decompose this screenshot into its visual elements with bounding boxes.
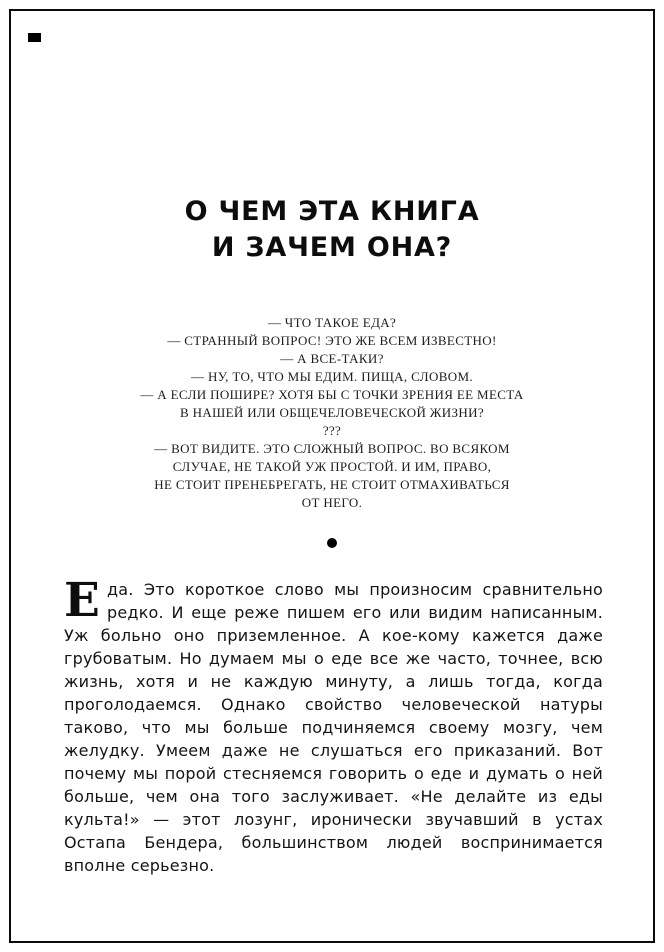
epigraph-line: — НУ, ТО, ЧТО МЫ ЕДИМ. ПИЩА, СЛОВОМ. bbox=[191, 369, 473, 384]
body-paragraph bbox=[64, 573, 603, 877]
epigraph-dialogue bbox=[85, 314, 579, 512]
chapter-title-line-1: О ЧЕМ ЭТА КНИГА bbox=[184, 196, 480, 227]
epigraph-line: В НАШЕЙ ИЛИ ОБЩЕЧЕЛОВЕЧЕСКОЙ ЖИЗНИ? bbox=[180, 405, 484, 420]
body-paragraph-text: да. Это короткое слово мы произносим сравнительно редко. И еще реже пишем его или видим написанным. Уж больно оно приземленное. А кое-кому кажется даже грубоватым. Но думаем мы о еде все же часто, точнее, всю жизнь, хотя и не каждую минуту, а лишь тогда, когда проголодаемся. Однако свойство человеческой натуры таково, что мы больше подчиняемся своему мозгу, чем желудку. Умеем даже не слушаться его приказаний. Вот почему мы порой стесняемся говорить о еде и думать о ней больше, чем она того заслуживает. «Не делайте из еды культа!» — этот лозунг, иронически звучавший в устах Остапа Бендера, большинством людей воспринимается вполне серьезно. bbox=[64, 580, 603, 875]
corner-mark-icon bbox=[28, 33, 41, 42]
epigraph-line: — А ЕСЛИ ПОШИРЕ? ХОТЯ БЫ С ТОЧКИ ЗРЕНИЯ ЕЕ МЕСТА bbox=[140, 387, 524, 402]
epigraph-line: СЛУЧАЕ, НЕ ТАКОЙ УЖ ПРОСТОЙ. И ИМ, ПРАВО, bbox=[172, 459, 492, 474]
epigraph-line: — ВОТ ВИДИТЕ. ЭТО СЛОЖНЫЙ ВОПРОС. ВО ВСЯКОМ bbox=[154, 441, 510, 456]
epigraph-line: НЕ СТОИТ ПРЕНЕБРЕГАТЬ, НЕ СТОИТ ОТМАХИВАТЬСЯ bbox=[154, 477, 510, 492]
chapter-title-line-2: И ЗАЧЕМ ОНА? bbox=[211, 232, 453, 263]
epigraph-line: — СТРАННЫЙ ВОПРОС! ЭТО ЖЕ ВСЕМ ИЗВЕСТНО! bbox=[167, 333, 497, 348]
drop-cap: Е bbox=[64, 573, 101, 628]
chapter-title bbox=[30, 194, 634, 266]
epigraph-line: — ЧТО ТАКОЕ ЕДА? bbox=[267, 315, 397, 330]
epigraph-line: ??? bbox=[322, 423, 342, 438]
epigraph-line: — А ВСЕ-ТАКИ? bbox=[280, 351, 384, 366]
section-separator-dot-icon bbox=[327, 538, 337, 548]
epigraph-line: ОТ НЕГО. bbox=[301, 495, 363, 510]
